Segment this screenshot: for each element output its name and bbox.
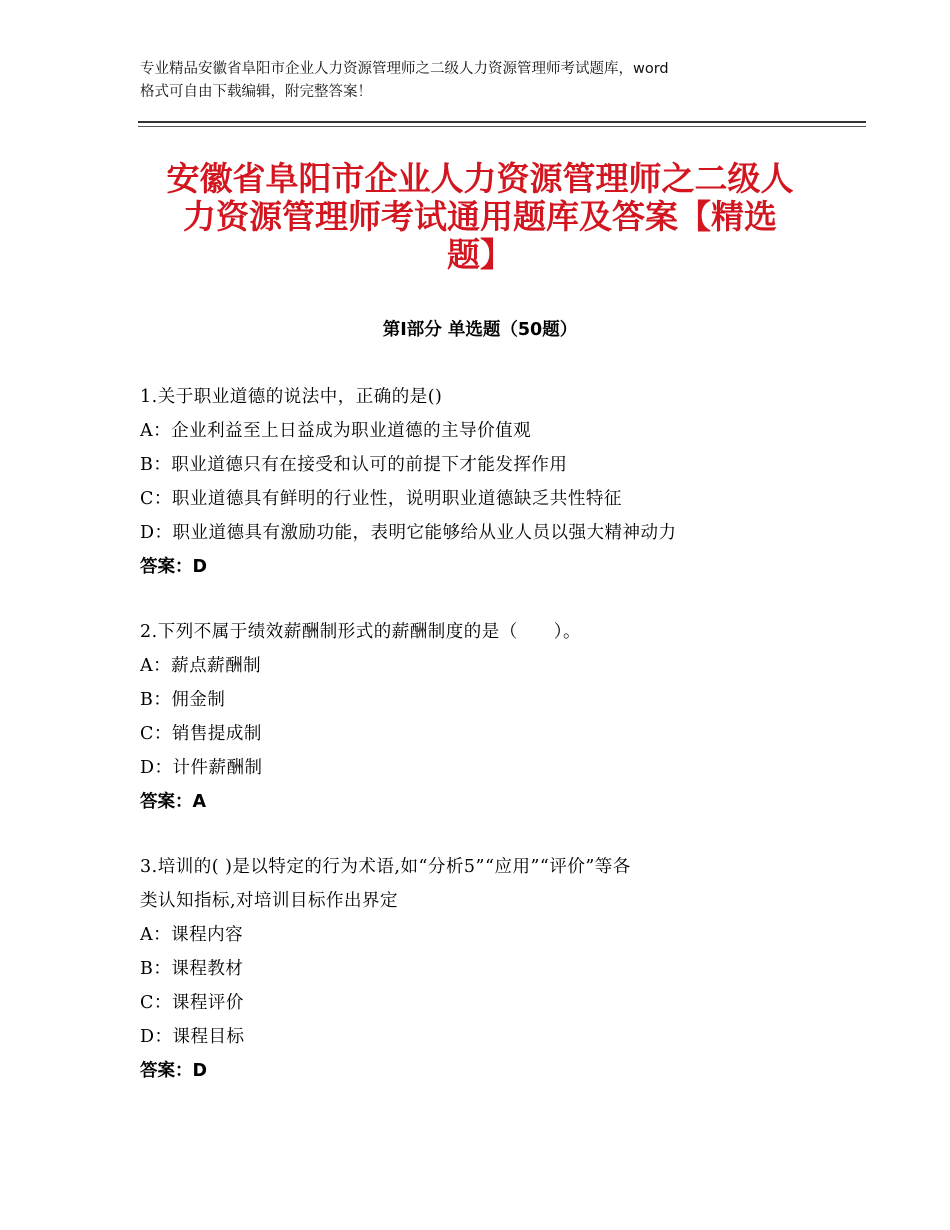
- question-list: [140, 380, 820, 1119]
- option-a: A：薪点薪酬制: [140, 656, 262, 676]
- question-stem: 2.下列不属于绩效薪酬制形式的薪酬制度的是（ ）。: [140, 622, 581, 642]
- document-title: [140, 160, 820, 274]
- option-b: B：佣金制: [140, 690, 226, 710]
- question-stem: 3.培训的( )是以特定的行为术语,如“分析5”“应用”“评价”等各: [140, 857, 631, 877]
- question-1: [140, 380, 820, 584]
- header-divider-thin: [138, 126, 866, 127]
- option-b: B：职业道德只有在接受和认可的前提下才能发挥作用: [140, 455, 568, 475]
- option-c: C：课程评价: [140, 993, 244, 1013]
- document-title-line: 安徽省阜阳市企业人力资源管理师之二级人: [166, 159, 794, 198]
- header-divider-thick: [138, 121, 866, 123]
- header-note: [140, 58, 820, 104]
- option-a: A：课程内容: [140, 925, 244, 945]
- question-3: [140, 850, 820, 1088]
- document-title-line: 题】: [447, 235, 513, 274]
- option-b: B：课程教材: [140, 959, 244, 979]
- question-2: [140, 615, 820, 819]
- option-c: C：职业道德具有鲜明的行业性，说明职业道德缺乏共性特征: [140, 489, 622, 509]
- option-a: A：企业利益至上日益成为职业道德的主导价值观: [140, 421, 532, 441]
- option-d: D：计件薪酬制: [140, 758, 263, 778]
- option-d: D：职业道德具有激励功能，表明它能够给从业人员以强大精神动力: [140, 523, 677, 543]
- section-title: 第Ⅰ部分 单选题（50题）: [382, 320, 578, 340]
- answer: 答案：D: [140, 557, 208, 577]
- question-stem-continued: 类认知指标,对培训目标作出界定: [140, 891, 399, 911]
- document-title-line: 力资源管理师考试通用题库及答案【精选: [183, 197, 777, 236]
- option-d: D：课程目标: [140, 1027, 245, 1047]
- header-note-line: 专业精品安徽省阜阳市企业人力资源管理师之二级人力资源管理师考试题库，word: [140, 61, 669, 77]
- answer: 答案：D: [140, 1061, 208, 1081]
- question-stem: 1.关于职业道德的说法中，正确的是(): [140, 387, 443, 407]
- header-note-line: 格式可自由下载编辑，附完整答案！: [140, 84, 372, 100]
- option-c: C：销售提成制: [140, 724, 262, 744]
- answer: 答案：A: [140, 792, 207, 812]
